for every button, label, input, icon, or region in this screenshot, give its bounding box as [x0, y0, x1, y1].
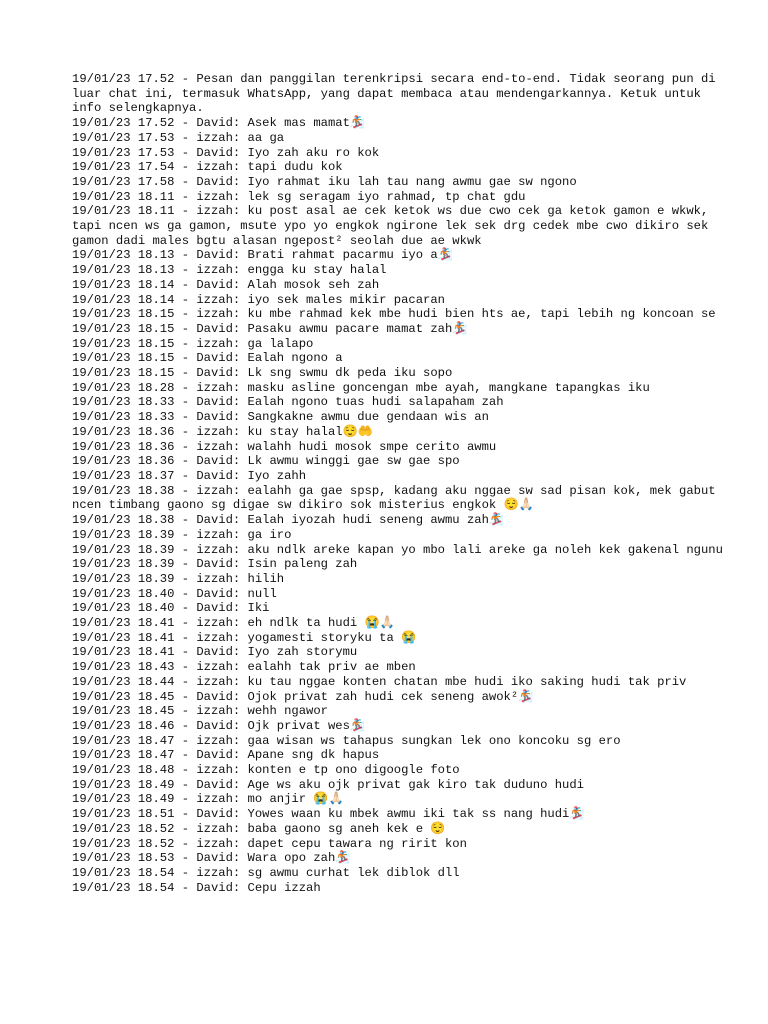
chat-line: 19/01/23 18.43 - izzah: ealahh tak priv ae mben — [72, 660, 416, 675]
chat-line: 19/01/23 18.13 - izzah: engga ku stay halal — [72, 263, 387, 278]
chat-line: 19/01/23 18.37 - David: Iyo zahh — [72, 468, 307, 483]
chat-line: 19/01/23 17.52 - David: Asek mas mamat🏂 — [72, 116, 366, 131]
chat-line: 19/01/23 17.52 - Pesan dan panggilan terenkripsi secara end-to-end. Tidak seorang pun di luar chat ini, termasuk WhatsApp, yang dapat membaca atau mendengarkannya. Ketuk untuk info selengkapnya. — [72, 72, 723, 116]
chat-line: 19/01/23 18.15 - izzah: ga lalapo — [72, 336, 314, 351]
chat-line: 19/01/23 18.53 - David: Wara opo zah🏂 — [72, 851, 351, 866]
chat-line: 19/01/23 18.40 - David: null — [72, 586, 277, 601]
chat-line: 19/01/23 18.47 - David: Apane sng dk hapus — [72, 748, 380, 763]
chat-line: 19/01/23 18.47 - izzah: gaa wisan ws tahapus sungkan lek ono koncoku sg ero — [72, 733, 621, 748]
chat-line: 19/01/23 18.39 - David: Isin paleng zah — [72, 557, 358, 572]
chat-line: 19/01/23 18.45 - David: Ojok privat zah hudi cek seneng awok²🏂 — [72, 689, 534, 704]
chat-line: 19/01/23 18.11 - izzah: ku post asal ae cek ketok ws due cwo cek ga ketok gamon e wkwk, tapi ncen ws ga gamon, msute ypo yo engkok ngirone lek sek drg cedek mbe cwo dikiro sek gamon dadi males bgtu alasan ngepost² seolah due ae wkwk — [72, 204, 716, 248]
chat-line: 19/01/23 18.36 - David: Lk awmu winggi gae sw gae spo — [72, 454, 460, 469]
chat-line: 19/01/23 18.49 - David: Age ws aku ojk privat gak kiro tak duduno hudi — [72, 777, 584, 792]
chat-line: 19/01/23 18.14 - izzah: iyo sek males mikir pacaran — [72, 292, 445, 307]
chat-line: 19/01/23 18.15 - David: Pasaku awmu pacare mamat zah🏂 — [72, 321, 468, 336]
chat-line: 19/01/23 18.15 - David: Lk sng swmu dk peda iku sopo — [72, 366, 453, 381]
chat-line: 19/01/23 18.33 - David: Ealah ngono tuas hudi salapaham zah — [72, 395, 504, 410]
chat-line: 19/01/23 18.11 - izzah: lek sg seragam iyo rahmad, tp chat gdu — [72, 189, 526, 204]
chat-line: 19/01/23 18.15 - David: Ealah ngono a — [72, 351, 343, 366]
chat-line: 19/01/23 17.54 - izzah: tapi dudu kok — [72, 160, 343, 175]
chat-line: 19/01/23 18.36 - izzah: walahh hudi mosok smpe cerito awmu — [72, 439, 497, 454]
chat-line: 19/01/23 18.41 - David: Iyo zah storymu — [72, 645, 358, 660]
chat-line: 19/01/23 17.53 - David: Iyo zah aku ro kok — [72, 145, 380, 160]
chat-line: 19/01/23 18.54 - izzah: sg awmu curhat lek diblok dll — [72, 865, 460, 880]
chat-line: 19/01/23 18.51 - David: Yowes waan ku mbek awmu iki tak ss nang hudi🏂 — [72, 807, 585, 822]
chat-line: 19/01/23 18.38 - izzah: ealahh ga gae spsp, kadang aku nggae sw sad pisan kok, mek gabut ncen timbang gaono sg digae sw dikiro sok misterius engkok 😌🙏🏻 — [72, 483, 723, 513]
chat-line: 19/01/23 18.13 - David: Brati rahmat pacarmu iyo a🏂 — [72, 248, 453, 263]
chat-line: 19/01/23 18.44 - izzah: ku tau nggae konten chatan mbe hudi iko saking hudi tak priv — [72, 674, 687, 689]
chat-line: 19/01/23 18.15 - izzah: ku mbe rahmad kek mbe hudi bien hts ae, tapi lebih ng koncoan se — [72, 307, 716, 322]
chat-line: 19/01/23 18.33 - David: Sangkakne awmu due gendaan wis an — [72, 410, 489, 425]
chat-line: 19/01/23 18.49 - izzah: mo anjir 😭🙏🏻 — [72, 792, 344, 807]
chat-line: 19/01/23 18.41 - izzah: eh ndlk ta hudi 😭🙏🏻 — [72, 616, 395, 631]
chat-line: 19/01/23 18.14 - David: Alah mosok seh zah — [72, 277, 380, 292]
chat-line: 19/01/23 18.45 - izzah: wehh ngawor — [72, 704, 328, 719]
chat-line: 19/01/23 18.41 - izzah: yogamesti storyku ta 😭 — [72, 630, 417, 645]
chat-line: 19/01/23 18.36 - izzah: ku stay halal😌🤲 — [72, 424, 373, 439]
chat-line: 19/01/23 18.28 - izzah: masku asline goncengan mbe ayah, mangkane tapangkas iku — [72, 380, 650, 395]
chat-line: 19/01/23 18.39 - izzah: hilih — [72, 571, 285, 586]
chat-line: 19/01/23 18.52 - izzah: baba gaono sg aneh kek e 😌 — [72, 821, 446, 836]
chat-line: 19/01/23 18.40 - David: Iki — [72, 601, 270, 616]
chat-line: 19/01/23 18.52 - izzah: dapet cepu tawara ng ririt kon — [72, 836, 467, 851]
chat-line: 19/01/23 17.58 - David: Iyo rahmat iku lah tau nang awmu gae sw ngono — [72, 174, 577, 189]
chat-log — [72, 72, 728, 895]
chat-line: 19/01/23 18.46 - David: Ojk privat wes🏂 — [72, 718, 366, 733]
chat-line: 19/01/23 18.54 - David: Cepu izzah — [72, 880, 321, 895]
chat-line: 19/01/23 17.53 - izzah: aa ga — [72, 130, 285, 145]
chat-line: 19/01/23 18.48 - izzah: konten e tp ono digoogle foto — [72, 763, 460, 778]
chat-line: 19/01/23 18.38 - David: Ealah iyozah hudi seneng awmu zah🏂 — [72, 513, 505, 528]
chat-line: 19/01/23 18.39 - izzah: aku ndlk areke kapan yo mbo lali areke ga noleh kek gakenal ngunu — [72, 542, 723, 557]
chat-line: 19/01/23 18.39 - izzah: ga iro — [72, 527, 292, 542]
